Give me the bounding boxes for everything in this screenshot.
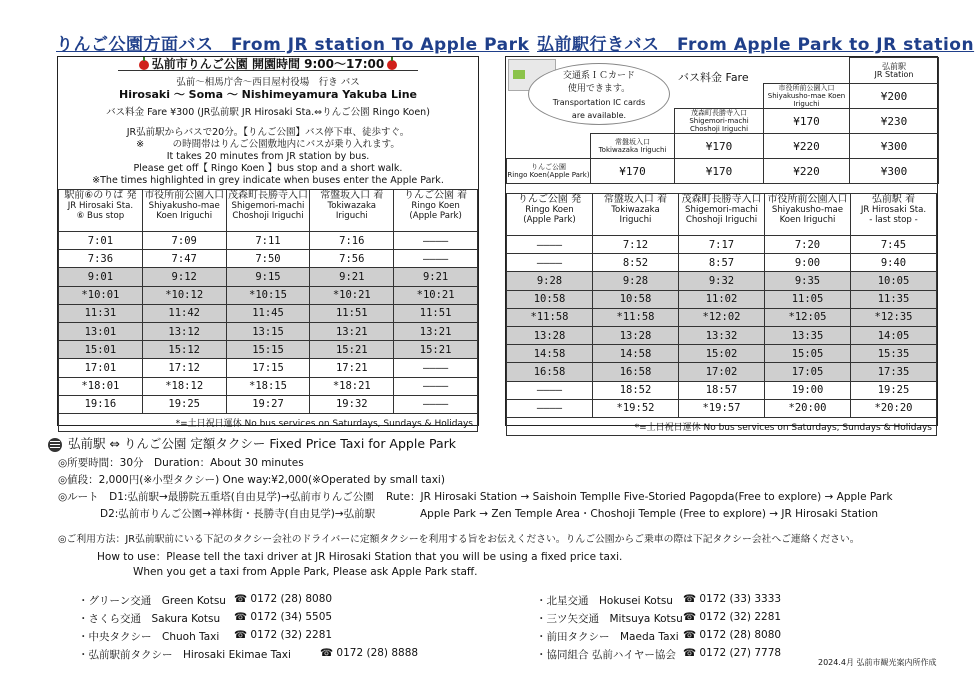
taxi-usage-jp: ◎ご利用方法：JR弘前駅前にいる下記のタクシー会社のドライバーに定額タクシーを利用する旨をお伝えください。りんご公園からご乗車の際は下記タクシー会社へご連絡ください。: [58, 534, 860, 545]
time-cell: 11:31: [59, 304, 143, 322]
col-header: 弘前駅 着 JR Hirosaki Sta. - last stop -: [851, 194, 937, 236]
taxi-usage-en-1: How to use：Please tell the taxi driver at JR Hirosaki Station that you will be using a fixed price taxi.: [97, 551, 623, 563]
time-cell: *11:58: [507, 308, 593, 326]
time-cell: 7:01: [59, 232, 143, 250]
table-row: [59, 395, 478, 413]
time-cell: *12:02: [679, 308, 765, 326]
col-header: りんご公園 着 Ringo Koen (Apple Park): [394, 190, 478, 232]
time-cell: 11:42: [142, 304, 226, 322]
table-header-row: [59, 190, 478, 232]
apple-icon: [48, 438, 62, 452]
left-timetable-box: [57, 56, 479, 429]
time-cell: 13:32: [679, 326, 765, 344]
taxi-company-name: ・弘前駅前タクシー Hirosaki Ekimae Taxi: [78, 649, 291, 661]
fare-value: ¥170: [764, 109, 850, 134]
fare-header: 茂森町長勝寺入口 Shigemori-machi Choshoji Iriguchi: [675, 109, 764, 134]
time-cell: 11:05: [765, 290, 851, 308]
col-header: りんご公園 発 Ringo Koen (Apple Park): [507, 194, 593, 236]
time-cell: 10:05: [851, 272, 937, 290]
time-cell: 17:01: [59, 359, 143, 377]
time-cell: 9:21: [394, 268, 478, 286]
time-cell: 9:28: [507, 272, 593, 290]
fare-matrix: [506, 57, 937, 187]
time-cell: 10:58: [593, 290, 679, 308]
table-header-row: [507, 194, 937, 236]
park-hours: 弘前市りんご公園 開園時間 9:00～17:00: [118, 58, 418, 71]
time-cell: 9:15: [226, 268, 310, 286]
taxi-company-name: ・中央タクシー Chuoh Taxi: [78, 631, 220, 643]
time-cell: 18:57: [679, 381, 765, 399]
fare-value: ¥220: [764, 134, 850, 159]
time-cell: 17:21: [310, 359, 394, 377]
service-note: *=土日祝日運休 No bus services on Saturdays, Sundays & Holidays: [59, 413, 478, 431]
table-row: [507, 308, 937, 326]
time-cell: 19:32: [310, 395, 394, 413]
table-row: [507, 290, 937, 308]
table-row: [507, 236, 937, 254]
time-cell: 7:56: [310, 250, 394, 268]
time-cell: 9:00: [765, 254, 851, 272]
time-cell: 9:21: [310, 268, 394, 286]
left-timetable: [58, 189, 478, 432]
taxi-company-name: ・協同組合 弘前ハイヤー協会: [536, 649, 676, 661]
col-header: 市役所前公園入口 Shiyakusho-mae Koen Iriguchi: [142, 190, 226, 232]
time-cell: *20:20: [851, 399, 937, 417]
time-cell: 9:40: [851, 254, 937, 272]
time-cell: 13:21: [394, 322, 478, 340]
time-cell: 7:16: [310, 232, 394, 250]
table-row: [59, 377, 478, 395]
time-cell: 15:12: [142, 341, 226, 359]
fare-header: りんご公園 Ringo Koen(Apple Park): [507, 159, 591, 184]
taxi-usage-en-2: When you get a taxi from Apple Park, Please ask Apple Park staff.: [133, 566, 478, 578]
time-cell: 14:58: [507, 345, 593, 363]
ic-card-bubble: 交通系ＩＣカード 使用できます。 Transportation IC cards are available.: [528, 63, 670, 125]
table-row: [59, 286, 478, 304]
time-cell: *18:15: [226, 377, 310, 395]
col-header: 常盤坂入口 着 Tokiwazaka Iriguchi: [593, 194, 679, 236]
taxi-price: ◎値段：2,000円(※小型タクシー) One way:¥2,000(※Operated by small taxi): [58, 474, 445, 486]
time-cell: ――――: [394, 232, 478, 250]
time-cell: 15:02: [679, 345, 765, 363]
time-cell: 9:28: [593, 272, 679, 290]
table-row: [59, 268, 478, 286]
taxi-route-2-en: Apple Park → Zen Temple Area・Choshoji Temple (Free to explore) → JR Hirosaki Station: [420, 508, 879, 520]
time-cell: *10:21: [310, 286, 394, 304]
time-cell: ――――: [507, 399, 593, 417]
table-row: [59, 232, 478, 250]
time-cell: 13:28: [593, 326, 679, 344]
fare-header: 市役所前公園入口 Shiyakusho-mae Koen Iriguchi: [764, 84, 850, 109]
time-cell: 7:20: [765, 236, 851, 254]
col-header: 市役所前公園入口 Shiyakusho-mae Koen Iriguchi: [765, 194, 851, 236]
time-cell: 14:05: [851, 326, 937, 344]
time-cell: 13:01: [59, 322, 143, 340]
time-cell: *18:01: [59, 377, 143, 395]
time-cell: 16:58: [593, 363, 679, 381]
taxi-route-1-jp: ◎ルート D1:弘前駅→最勝院五重塔(自由見学)→弘前市りんご公園: [58, 491, 374, 503]
taxi-route-1-en: Rute：JR Hirosaki Station → Saishoin Templle Five-Storied Pagopda(Free to explore) → Apple Park: [386, 491, 893, 503]
time-cell: *18:21: [310, 377, 394, 395]
taxi-company-phone[interactable]: ☎ 0172 (33) 3333: [683, 593, 782, 605]
time-cell: 15:21: [394, 341, 478, 359]
time-cell: 19:27: [226, 395, 310, 413]
time-cell: ――――: [394, 250, 478, 268]
time-cell: 11:51: [394, 304, 478, 322]
time-cell: 17:15: [226, 359, 310, 377]
time-cell: 13:21: [310, 322, 394, 340]
time-cell: *12:35: [851, 308, 937, 326]
time-cell: 11:45: [226, 304, 310, 322]
time-cell: 17:05: [765, 363, 851, 381]
time-cell: ――――: [394, 359, 478, 377]
time-cell: 8:52: [593, 254, 679, 272]
time-cell: 19:25: [142, 395, 226, 413]
time-cell: 17:02: [679, 363, 765, 381]
time-cell: 8:57: [679, 254, 765, 272]
fare-value: ¥170: [675, 159, 764, 184]
table-row: [507, 326, 937, 344]
desc-3: It takes 20 minutes from JR station by bus.: [166, 151, 370, 162]
time-cell: *11:58: [593, 308, 679, 326]
taxi-duration: ◎所要時間：30分 Duration：About 30 minutes: [58, 457, 304, 469]
time-cell: *10:21: [394, 286, 478, 304]
time-cell: 13:35: [765, 326, 851, 344]
taxi-company-phone[interactable]: ☎ 0172 (28) 8080: [683, 629, 782, 641]
time-cell: 7:47: [142, 250, 226, 268]
taxi-company-name: ・北星交通 Hokusei Kotsu: [536, 595, 673, 607]
fare-value: ¥170: [675, 134, 764, 159]
fare-value: ¥300: [850, 159, 939, 184]
time-cell: 7:45: [851, 236, 937, 254]
time-cell: *19:52: [593, 399, 679, 417]
time-cell: *10:12: [142, 286, 226, 304]
fare-label: バス料金 Fare: [678, 71, 749, 84]
time-cell: 9:12: [142, 268, 226, 286]
desc-5: ※The times highlighted in grey indicate when buses enter the Apple Park.: [92, 175, 444, 186]
time-cell: ――――: [507, 381, 593, 399]
taxi-company-phone[interactable]: ☎ 0172 (32) 2281: [234, 629, 333, 641]
apple-icon: [139, 60, 149, 70]
right-timetable: [506, 193, 937, 436]
time-cell: *10:01: [59, 286, 143, 304]
table-row: [59, 304, 478, 322]
taxi-company-phone[interactable]: ☎ 0172 (28) 8080: [234, 593, 333, 605]
time-cell: 13:15: [226, 322, 310, 340]
taxi-company-phone[interactable]: ☎ 0172 (28) 8888: [320, 647, 419, 659]
time-cell: 18:52: [593, 381, 679, 399]
time-cell: 11:02: [679, 290, 765, 308]
time-cell: 10:58: [507, 290, 593, 308]
table-row: [59, 250, 478, 268]
right-timetable-box: [505, 56, 938, 433]
col-header: 茂森町長勝寺入口 Shigemori-machi Choshoji Iriguchi: [226, 190, 310, 232]
time-cell: 7:36: [59, 250, 143, 268]
time-cell: 13:28: [507, 326, 593, 344]
taxi-company-phone[interactable]: ☎ 0172 (27) 7778: [683, 647, 782, 659]
time-cell: 15:35: [851, 345, 937, 363]
table-row: [507, 363, 937, 381]
time-cell: 19:00: [765, 381, 851, 399]
time-cell: 7:11: [226, 232, 310, 250]
time-cell: 14:58: [593, 345, 679, 363]
desc-1: JR弘前駅からバスで20分。【りんご公園】バス停下車、徒歩すぐ。: [126, 127, 410, 138]
time-cell: 15:05: [765, 345, 851, 363]
taxi-company-phone[interactable]: ☎ 0172 (32) 2281: [683, 611, 782, 623]
time-cell: *10:15: [226, 286, 310, 304]
footer-credit: 2024.4月 弘前市観光案内所作成: [818, 658, 937, 667]
time-cell: *18:12: [142, 377, 226, 395]
fare-value: ¥230: [850, 109, 939, 134]
time-cell: *19:57: [679, 399, 765, 417]
taxi-company-name: ・さくら交通 Sakura Kotsu: [78, 613, 221, 625]
fare-header: 常盤坂入口 Tokiwazaka Iriguchi: [591, 134, 675, 159]
taxi-company-name: ・前田タクシー Maeda Taxi: [536, 631, 679, 643]
table-row: [507, 381, 937, 399]
table-row: [507, 345, 937, 363]
service-note: *=土日祝日運休 No bus services on Saturdays, Sundays & Holidays: [507, 417, 937, 435]
fare-value: ¥220: [764, 159, 850, 184]
time-cell: 7:09: [142, 232, 226, 250]
right-title: 弘前駅行きバス From Apple Park to JR station: [537, 35, 975, 55]
route-jp: 弘前～相馬庁舎～西目屋村役場 行き バス: [176, 77, 360, 88]
table-row: [59, 322, 478, 340]
fare-value: ¥200: [850, 84, 939, 109]
taxi-company-name: ・三ツ矢交通 Mitsuya Kotsu: [536, 613, 683, 625]
bus-fare: バス料金 Fare ¥300 (JR弘前駅 JR Hirosaki Sta.⇔りんご公園 Ringo Koen): [106, 107, 430, 118]
time-cell: 9:35: [765, 272, 851, 290]
time-cell: 13:12: [142, 322, 226, 340]
time-cell: 9:32: [679, 272, 765, 290]
left-title: りんご公園方面バス From JR station To Apple Park: [56, 35, 530, 55]
time-cell: ――――: [507, 254, 593, 272]
time-cell: 17:35: [851, 363, 937, 381]
time-cell: 7:50: [226, 250, 310, 268]
time-cell: *20:00: [765, 399, 851, 417]
time-cell: 11:35: [851, 290, 937, 308]
desc-4: Please get off【 Ringo Koen 】bus stop and a short walk.: [133, 163, 403, 174]
time-cell: 16:58: [507, 363, 593, 381]
taxi-company-phone[interactable]: ☎ 0172 (34) 5505: [234, 611, 333, 623]
fare-value: ¥300: [850, 134, 939, 159]
time-cell: ――――: [394, 395, 478, 413]
col-header: 駅前⑥のりば 発 JR Hirosaki Sta. ⑥ Bus stop: [59, 190, 143, 232]
table-row: [507, 272, 937, 290]
taxi-route-2-jp: D2:弘前市りんご公園→禅林街・長勝寺(自由見学)→弘前駅: [100, 508, 376, 520]
col-header: 常盤坂入口 着 Tokiwazaka Iriguchi: [310, 190, 394, 232]
time-cell: *12:05: [765, 308, 851, 326]
table-row: [59, 341, 478, 359]
time-cell: 7:17: [679, 236, 765, 254]
time-cell: 11:51: [310, 304, 394, 322]
col-header: 茂森町長勝寺入口 Shigemori-machi Choshoji Iriguchi: [679, 194, 765, 236]
taxi-company-name: ・グリーン交通 Green Kotsu: [78, 595, 226, 607]
table-row: [59, 359, 478, 377]
fare-value: ¥170: [591, 159, 675, 184]
table-row: [507, 254, 937, 272]
time-cell: 15:01: [59, 341, 143, 359]
time-cell: 15:21: [310, 341, 394, 359]
time-cell: 19:25: [851, 381, 937, 399]
time-cell: ――――: [394, 377, 478, 395]
route-en: Hirosaki ～ Soma ～ Nishimeyamura Yakuba Line: [118, 88, 418, 101]
time-cell: ――――: [507, 236, 593, 254]
time-cell: 7:12: [593, 236, 679, 254]
time-cell: 15:15: [226, 341, 310, 359]
time-cell: 17:12: [142, 359, 226, 377]
desc-2: ※ の時間帯はりんご公園敷地内にバスが乗り入れます。: [136, 139, 400, 150]
fare-header: 弘前駅 JR Station: [850, 58, 939, 84]
apple-icon: [387, 60, 397, 70]
taxi-heading: 弘前駅 ⇔ りんご公園 定額タクシー Fixed Price Taxi for Apple Park: [48, 434, 456, 452]
table-row: [507, 399, 937, 417]
time-cell: 19:16: [59, 395, 143, 413]
time-cell: 9:01: [59, 268, 143, 286]
